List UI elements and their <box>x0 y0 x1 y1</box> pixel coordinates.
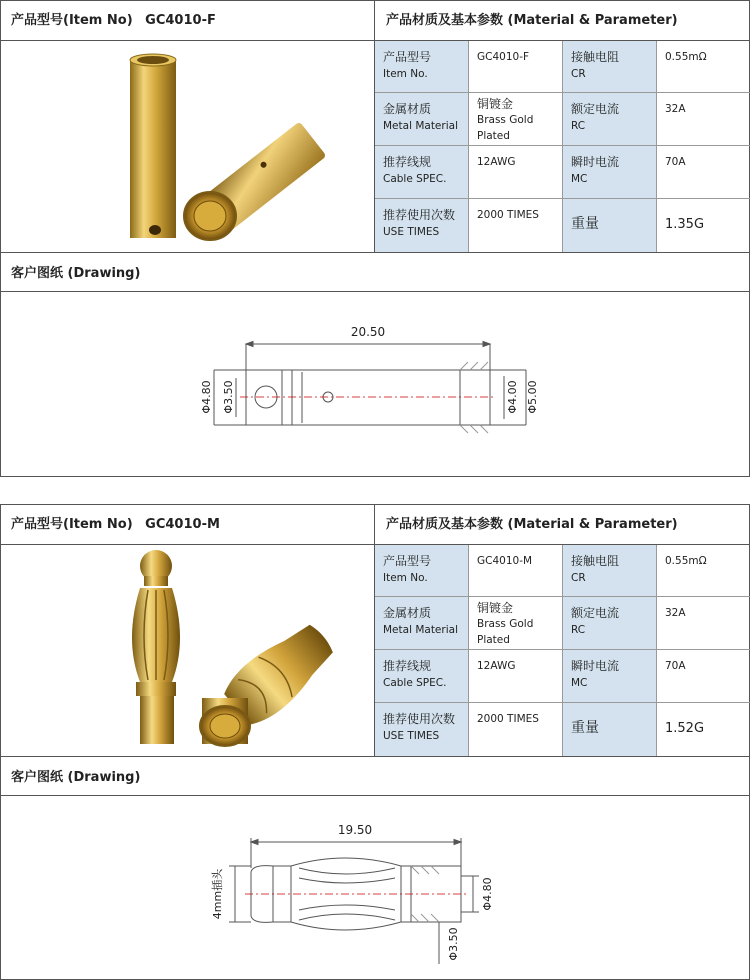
param-label-use-times: 推荐使用次数 USE TIMES <box>375 703 469 756</box>
param-label-weight: 重量 <box>563 199 657 252</box>
param-label-cr: 接触电阻 CR <box>563 545 657 597</box>
param-value-rc: 32A <box>657 93 750 146</box>
technical-drawing <box>180 310 560 440</box>
param-value-weight: 1.35G <box>665 217 705 232</box>
param-label-cable: 推荐线规 Cable SPEC. <box>375 146 469 199</box>
dim-d480: Φ4.80 <box>481 877 494 911</box>
param-value-metal: 铜镀金 Brass Gold Plated <box>469 597 563 650</box>
item-no-value: GC4010-M <box>145 517 220 532</box>
product-sheet-gc4010-f <box>0 0 750 477</box>
dim-length: 19.50 <box>337 823 373 837</box>
dim-d350: Φ3.50 <box>447 927 460 961</box>
param-value-cable: 12AWG <box>469 146 563 199</box>
param-table <box>375 545 750 756</box>
param-value-metal: 铜镀金 Brass Gold Plated <box>469 93 563 146</box>
item-no-value: GC4010-F <box>145 13 216 28</box>
param-value-cr: 0.55mΩ <box>657 41 750 93</box>
param-value-mc: 70A <box>657 146 750 199</box>
item-no-label: 产品型号(Item No) <box>11 517 133 532</box>
param-label-metal: 金属材质 Metal Material <box>375 93 469 146</box>
dim-d480: Φ4.80 <box>200 380 213 414</box>
dim-d500: Φ5.00 <box>526 380 539 414</box>
item-no-header <box>11 14 216 27</box>
material-header: 产品材质及基本参数 (Material & Parameter) <box>386 13 678 28</box>
param-value-use-times: 2000 TIMES <box>469 703 563 756</box>
param-value-weight: 1.52G <box>665 721 705 736</box>
item-no-header <box>11 518 220 531</box>
param-label-weight: 重量 <box>563 703 657 756</box>
param-label-use-times: 推荐使用次数 USE TIMES <box>375 199 469 252</box>
material-header: 产品材质及基本参数 (Material & Parameter) <box>386 517 678 532</box>
technical-drawing <box>195 814 525 974</box>
param-label-item-no: 产品型号 Item No. <box>375 41 469 93</box>
param-label-cr: 接触电阻 CR <box>563 41 657 93</box>
param-value-cr: 0.55mΩ <box>657 545 750 597</box>
param-value-item-no: GC4010-M <box>469 545 563 597</box>
product-photo <box>110 550 350 750</box>
param-label-metal: 金属材质 Metal Material <box>375 597 469 650</box>
dim-length: 20.50 <box>350 325 386 339</box>
param-value-mc: 70A <box>657 650 750 703</box>
product-sheet-gc4010-m <box>0 504 750 980</box>
param-value-item-no: GC4010-F <box>469 41 563 93</box>
dim-d350: Φ3.50 <box>222 380 235 414</box>
param-label-mc: 瞬时电流 MC <box>563 146 657 199</box>
param-value-cable: 12AWG <box>469 650 563 703</box>
dim-plug: 4mm插头 <box>211 868 224 920</box>
param-label-item-no: 产品型号 Item No. <box>375 545 469 597</box>
param-label-mc: 瞬时电流 MC <box>563 650 657 703</box>
item-no-label: 产品型号(Item No) <box>11 13 133 28</box>
dim-d400: Φ4.00 <box>506 380 519 414</box>
param-table <box>375 41 750 252</box>
param-label-rc: 额定电流 RC <box>563 597 657 650</box>
product-photo <box>100 48 340 244</box>
drawing-title: 客户图纸 (Drawing) <box>11 770 141 785</box>
param-label-rc: 额定电流 RC <box>563 93 657 146</box>
param-value-use-times: 2000 TIMES <box>469 199 563 252</box>
param-value-rc: 32A <box>657 597 750 650</box>
drawing-title: 客户图纸 (Drawing) <box>11 266 141 281</box>
param-label-cable: 推荐线规 Cable SPEC. <box>375 650 469 703</box>
